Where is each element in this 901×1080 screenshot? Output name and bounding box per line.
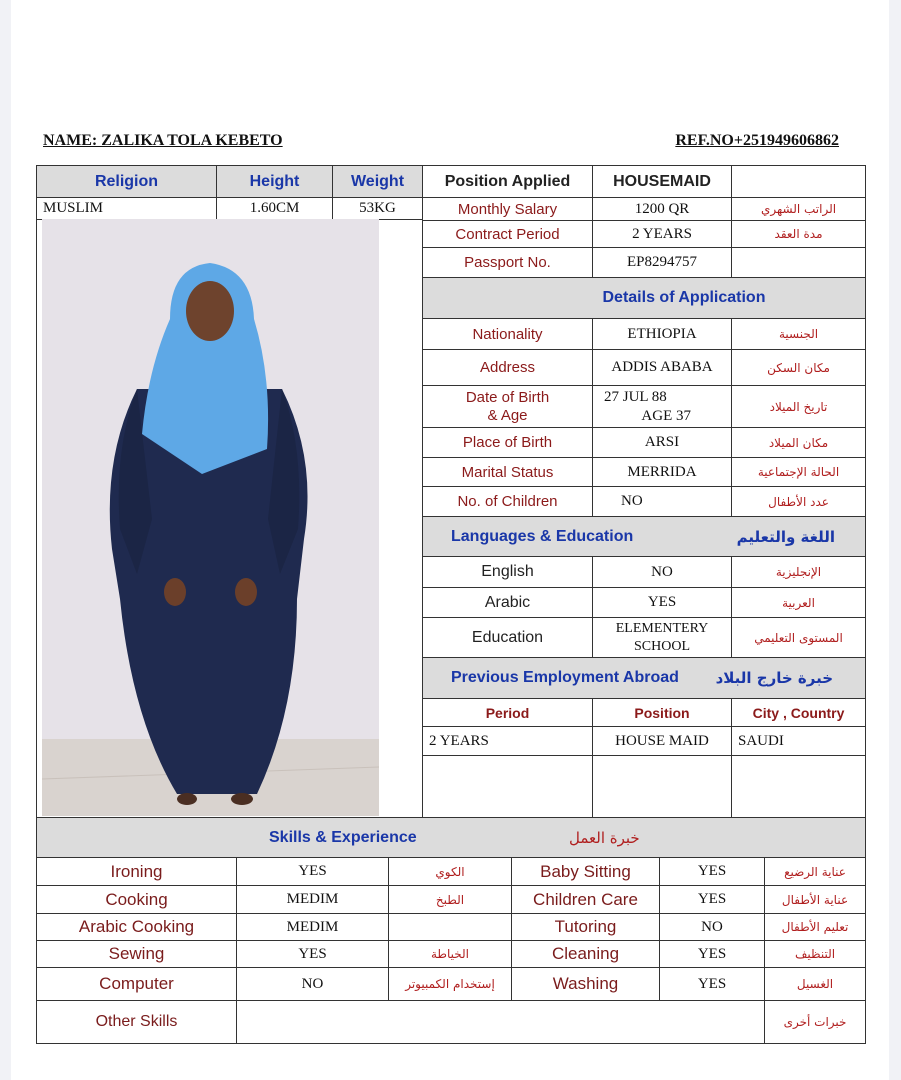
dob-value <box>592 385 732 428</box>
children-label: No. of Children <box>422 486 593 517</box>
marital-value: MERRIDA <box>592 457 732 487</box>
pob-value: ARSI <box>592 427 732 458</box>
employment-position: HOUSE MAID <box>592 726 732 756</box>
skill-left-ar: الخياطة <box>388 940 512 968</box>
contract-ar: مدة العقد <box>731 220 866 248</box>
position-applied-value: HOUSEMAID <box>592 165 732 198</box>
arabic-value: YES <box>592 587 732 618</box>
skill-left-ar: إستخدام الكمبيوتر <box>388 967 512 1001</box>
skill-right-label: Washing <box>511 967 660 1001</box>
skill-left-value: YES <box>236 857 389 886</box>
skill-right-ar: عناية الأطفال <box>764 885 866 914</box>
skill-right-label: Baby Sitting <box>511 857 660 886</box>
languages-title: Languages & Education <box>451 527 634 545</box>
marital-ar: الحالة الإجتماعية <box>731 457 866 487</box>
height-value: 1.60CM <box>216 197 333 220</box>
position-applied-ar <box>731 165 866 198</box>
skill-left-value: MEDIM <box>236 885 389 914</box>
passport-value: EP8294757 <box>592 247 732 278</box>
skill-left-ar: الطبخ <box>388 885 512 914</box>
address-ar: مكان السكن <box>731 349 866 386</box>
skill-right-value: YES <box>659 885 765 914</box>
skill-right-value: NO <box>659 913 765 941</box>
weight-value: 53KG <box>332 197 423 220</box>
skills-header <box>36 817 866 858</box>
employment-title-ar: خبرة خارج البلاد <box>715 669 833 687</box>
skill-right-ar: عناية الرضيع <box>764 857 866 886</box>
dob-label <box>422 385 593 428</box>
salary-ar: الراتب الشهري <box>731 197 866 221</box>
nationality-label: Nationality <box>422 318 593 350</box>
salary-label: Monthly Salary <box>422 197 593 221</box>
address-value: ADDIS ABABA <box>592 349 732 386</box>
education-ar: المستوى التعليمي <box>731 617 866 658</box>
skill-left-label: Computer <box>36 967 237 1001</box>
skill-right-ar: الغسيل <box>764 967 866 1001</box>
nationality-value: ETHIOPIA <box>592 318 732 350</box>
employment-title: Previous Employment Abroad <box>451 669 679 686</box>
skill-right-label: Cleaning <box>511 940 660 968</box>
languages-header <box>422 516 866 557</box>
children-value: NO <box>592 486 732 517</box>
contract-value: 2 YEARS <box>592 220 732 248</box>
other-skills-ar: خبرات أخرى <box>764 1000 866 1044</box>
passport-ar <box>731 247 866 278</box>
english-ar: الإنجليزية <box>731 556 866 588</box>
education-value <box>592 617 732 658</box>
dob-label-line1: Date of Birth <box>465 388 550 406</box>
height-header: Height <box>216 165 333 198</box>
passport-label: Passport No. <box>422 247 593 278</box>
candidate-photo-image <box>42 219 379 816</box>
weight-header: Weight <box>332 165 423 198</box>
skill-right-ar: التنظيف <box>764 940 866 968</box>
marital-label: Marital Status <box>422 457 593 487</box>
education-value-line2: SCHOOL <box>633 638 690 654</box>
skill-right-value: YES <box>659 940 765 968</box>
skill-right-ar: تعليم الأطفال <box>764 913 866 941</box>
address-label: Address <box>422 349 593 386</box>
employment-country: SAUDI <box>731 726 866 756</box>
english-label: English <box>422 556 593 588</box>
nationality-ar: الجنسية <box>731 318 866 350</box>
city-country-header: City , Country <box>731 698 866 727</box>
skill-left-ar <box>388 913 512 941</box>
other-skills-label: Other Skills <box>36 1000 237 1044</box>
english-value: NO <box>592 556 732 588</box>
other-skills-value <box>236 1000 765 1044</box>
salary-value: 1200 QR <box>592 197 732 221</box>
pob-label: Place of Birth <box>422 427 593 458</box>
employment-empty-period <box>422 755 593 818</box>
education-label: Education <box>422 617 593 658</box>
children-ar: عدد الأطفال <box>731 486 866 517</box>
skill-left-label: Arabic Cooking <box>36 913 237 941</box>
skills-title: Skills & Experience <box>269 828 417 846</box>
dob-value-line1: 27 JUL 88 <box>604 388 667 405</box>
religion-header: Religion <box>36 165 217 198</box>
skill-left-label: Sewing <box>36 940 237 968</box>
skill-left-value: YES <box>236 940 389 968</box>
skill-right-label: Children Care <box>511 885 660 914</box>
skill-left-value: MEDIM <box>236 913 389 941</box>
arabic-label: Arabic <box>422 587 593 618</box>
contract-label: Contract Period <box>422 220 593 248</box>
position-header: Position <box>592 698 732 727</box>
religion-value: MUSLIM <box>36 197 217 220</box>
skill-right-value: YES <box>659 857 765 886</box>
candidate-name: NAME: ZALIKA TOLA KEBETO <box>43 132 283 149</box>
dob-label-line2: & Age <box>487 406 528 424</box>
candidate-photo <box>42 219 379 816</box>
details-title: Details of Application <box>422 277 866 319</box>
skills-title-ar: خبرة العمل <box>569 828 640 847</box>
languages-title-ar: اللغة والتعليم <box>736 527 835 546</box>
dob-ar: تاريخ الميلاد <box>731 385 866 428</box>
period-header: Period <box>422 698 593 727</box>
education-value-line1: ELEMENTERY <box>615 620 709 636</box>
skill-left-value: NO <box>236 967 389 1001</box>
skill-left-label: Ironing <box>36 857 237 886</box>
employment-empty-country <box>731 755 866 818</box>
employment-period: 2 YEARS <box>422 726 593 756</box>
employment-empty-position <box>592 755 732 818</box>
employment-header <box>422 657 866 699</box>
reference-number: REF.NO+251949606862 <box>675 132 839 149</box>
skill-right-value: YES <box>659 967 765 1001</box>
position-applied-label: Position Applied <box>422 165 593 198</box>
pob-ar: مكان الميلاد <box>731 427 866 458</box>
skill-right-label: Tutoring <box>511 913 660 941</box>
skill-left-ar: الكوي <box>388 857 512 886</box>
dob-value-line2: AGE 37 <box>641 407 691 424</box>
skill-left-label: Cooking <box>36 885 237 914</box>
arabic-ar: العربية <box>731 587 866 618</box>
